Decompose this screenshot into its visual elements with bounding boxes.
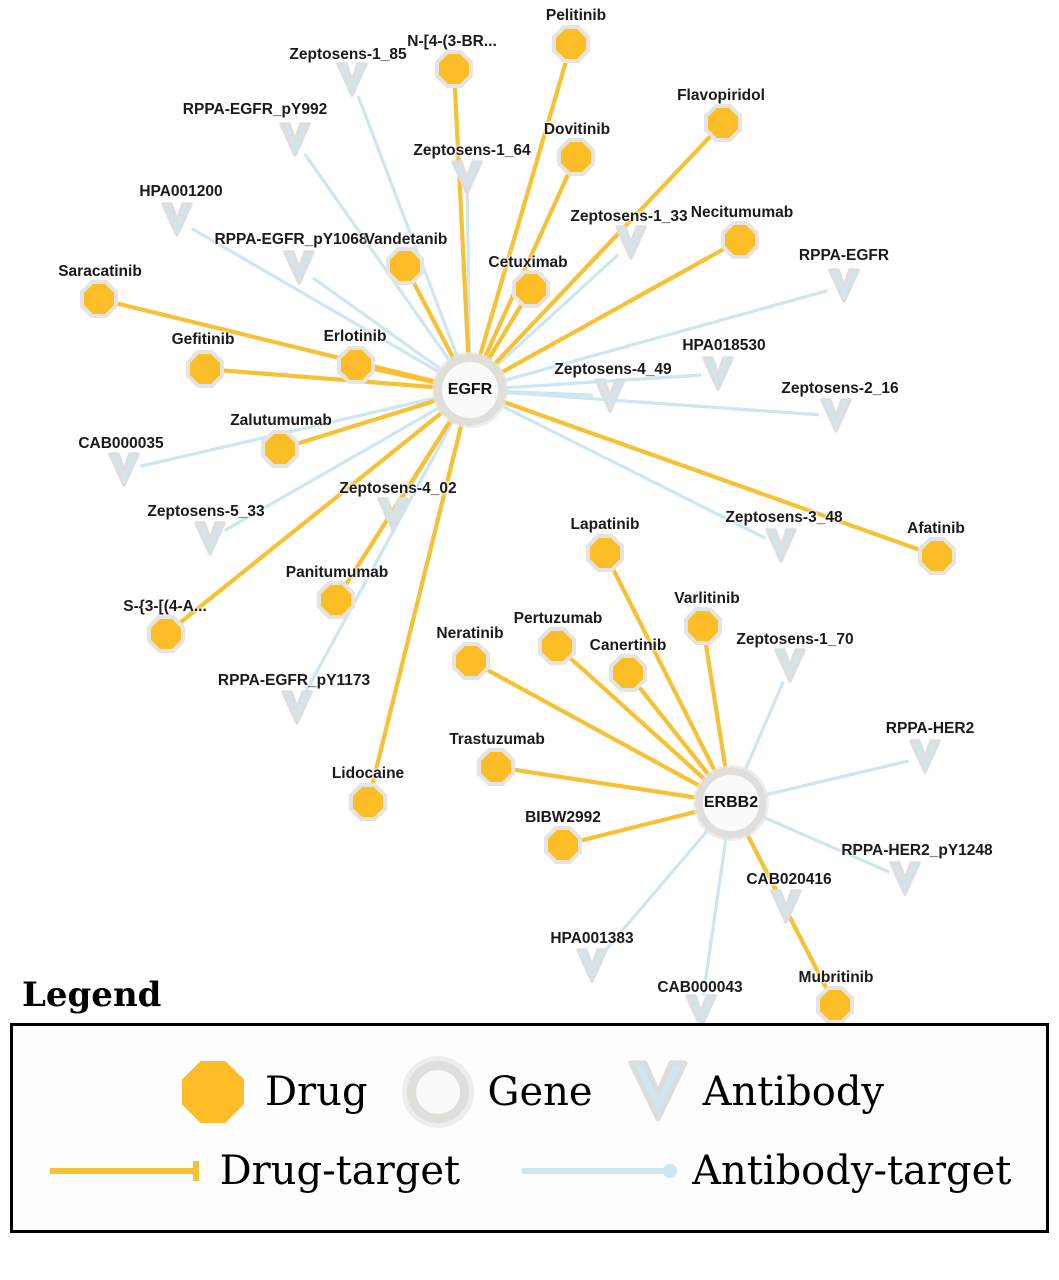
drug-label: Panitumumab bbox=[285, 564, 389, 581]
antibody-label: HPA018530 bbox=[682, 337, 766, 354]
antibody-chevron-icon bbox=[764, 526, 798, 566]
legend-item-antibody bbox=[627, 1057, 884, 1127]
antibody-node[interactable] bbox=[819, 396, 853, 436]
drug-label: Trastuzumab bbox=[449, 731, 545, 748]
antibody-chevron-icon bbox=[827, 266, 861, 306]
drug-label: Varlitinib bbox=[674, 590, 740, 607]
antibody-chevron-icon bbox=[819, 396, 853, 436]
antibody-node[interactable] bbox=[160, 200, 194, 240]
drug-node[interactable] bbox=[512, 270, 550, 308]
drug-label: Neratinib bbox=[436, 625, 504, 642]
drug-octagon-icon bbox=[261, 430, 299, 468]
drug-octagon-icon bbox=[538, 627, 576, 665]
drug-octagon-icon bbox=[684, 607, 722, 645]
antibody-node[interactable] bbox=[769, 887, 803, 927]
drug-label: Gefitinib bbox=[171, 331, 235, 348]
antibody-label: Zeptosens-4_02 bbox=[339, 480, 457, 497]
drug-label: Canertinib bbox=[589, 637, 667, 654]
drug-octagon-icon bbox=[386, 247, 424, 285]
gene-circle-icon bbox=[407, 1061, 469, 1123]
drug-octagon-icon bbox=[609, 654, 647, 692]
antibody-label: Zeptosens-1_85 bbox=[289, 46, 407, 63]
drug-label: Pertuzumab bbox=[513, 610, 603, 627]
antibody-label: Zeptosens-1_70 bbox=[736, 631, 854, 648]
antibody-label: HPA001200 bbox=[139, 183, 223, 200]
antibody-label: RPPA-EGFR_pY992 bbox=[182, 101, 328, 118]
antibody-label: Zeptosens-1_64 bbox=[413, 142, 531, 159]
drug-label: Afatinib bbox=[907, 520, 965, 537]
legend-label-antibody-target: Antibody-target bbox=[692, 1148, 1012, 1194]
drug-node[interactable] bbox=[544, 826, 582, 864]
drug-octagon-icon bbox=[435, 50, 473, 88]
legend-item-antibody-target-edge bbox=[520, 1148, 1011, 1194]
drug-node[interactable] bbox=[261, 430, 299, 468]
drug-node[interactable] bbox=[349, 783, 387, 821]
antibody-node[interactable] bbox=[701, 354, 735, 394]
gene-label: ERBB2 bbox=[703, 794, 759, 811]
drug-octagon-icon bbox=[704, 104, 742, 142]
drug-label: N-[4-(3-BR... bbox=[407, 33, 497, 50]
antibody-chevron-icon bbox=[450, 158, 484, 198]
antibody-node[interactable] bbox=[908, 737, 942, 777]
drug-label: BIBW2992 bbox=[525, 809, 601, 826]
antibody-node[interactable] bbox=[450, 158, 484, 198]
drug-octagon-icon bbox=[512, 270, 550, 308]
drug-node[interactable] bbox=[147, 615, 185, 653]
drug-octagon-icon bbox=[182, 1061, 244, 1123]
drug-node[interactable] bbox=[477, 748, 515, 786]
gene-node-erbb2[interactable] bbox=[696, 768, 766, 838]
antibody-node[interactable] bbox=[614, 223, 648, 263]
gene-circle-icon bbox=[435, 355, 505, 425]
drug-label: Mubritinib bbox=[798, 969, 874, 986]
drug-node[interactable] bbox=[337, 346, 375, 384]
antibody-chevron-icon bbox=[278, 120, 312, 160]
antibody-chevron-icon bbox=[160, 200, 194, 240]
drug-node[interactable] bbox=[435, 50, 473, 88]
legend-label-antibody: Antibody bbox=[702, 1069, 885, 1115]
antibody-chevron-icon bbox=[773, 646, 807, 686]
drug-label: Zalutumumab bbox=[230, 412, 332, 429]
antibody-chevron-icon bbox=[280, 688, 314, 728]
antibody-node[interactable] bbox=[282, 248, 316, 288]
antibody-label: Zeptosens-4_49 bbox=[554, 361, 672, 378]
antibody-label: Zeptosens-1_33 bbox=[570, 208, 688, 225]
antibody-label: RPPA-HER2_pY1248 bbox=[841, 842, 993, 859]
antibody-label: CAB000043 bbox=[657, 979, 743, 996]
legend-item-drug bbox=[175, 1054, 368, 1130]
antibody-node[interactable] bbox=[773, 646, 807, 686]
drug-label: Cetuximab bbox=[488, 254, 568, 271]
drug-octagon-icon bbox=[186, 350, 224, 388]
antibody-node[interactable] bbox=[107, 450, 141, 490]
gene-circle-icon bbox=[696, 768, 766, 838]
drug-label: Saracatinib bbox=[58, 263, 142, 280]
drug-node[interactable] bbox=[80, 280, 118, 318]
antibody-chevron-icon bbox=[701, 354, 735, 394]
gene-label: EGFR bbox=[447, 381, 493, 398]
drug-node[interactable] bbox=[609, 654, 647, 692]
drug-node[interactable] bbox=[557, 138, 595, 176]
antibody-node[interactable] bbox=[764, 526, 798, 566]
drug-node[interactable] bbox=[684, 607, 722, 645]
legend-item-drug-target-edge bbox=[48, 1148, 460, 1194]
antibody-chevron-icon bbox=[376, 495, 410, 535]
antibody-label: Zeptosens-3_48 bbox=[725, 509, 843, 526]
antibody-target-edge-icon bbox=[520, 1158, 680, 1184]
antibody-chevron-icon bbox=[614, 223, 648, 263]
antibody-chevron-icon bbox=[769, 887, 803, 927]
legend-box bbox=[10, 1023, 1049, 1233]
drug-label: Erlotinib bbox=[323, 328, 387, 345]
antibody-chevron-icon bbox=[282, 248, 316, 288]
legend-item-gene bbox=[402, 1056, 593, 1128]
drug-target-edge-icon bbox=[48, 1158, 208, 1184]
drug-octagon-icon bbox=[552, 25, 590, 63]
drug-octagon-icon bbox=[349, 783, 387, 821]
drug-octagon-icon bbox=[317, 581, 355, 619]
antibody-label: RPPA-EGFR bbox=[798, 247, 890, 264]
drug-node[interactable] bbox=[918, 537, 956, 575]
legend-label-drug-target: Drug-target bbox=[219, 1148, 461, 1194]
legend-label-gene: Gene bbox=[487, 1069, 593, 1115]
drug-label: Lapatinib bbox=[570, 516, 640, 533]
antibody-label: RPPA-HER2 bbox=[885, 720, 975, 737]
antibody-chevron-icon bbox=[908, 737, 942, 777]
drug-label: Necitumumab bbox=[690, 204, 794, 221]
drug-octagon-icon bbox=[452, 642, 490, 680]
drug-octagon-icon bbox=[557, 138, 595, 176]
drug-octagon-icon bbox=[586, 534, 624, 572]
drug-node[interactable] bbox=[721, 221, 759, 259]
drug-octagon-icon bbox=[147, 615, 185, 653]
antibody-label: Zeptosens-2_16 bbox=[781, 380, 899, 397]
drug-octagon-icon bbox=[544, 826, 582, 864]
drug-octagon-icon bbox=[918, 537, 956, 575]
drug-label: Flavopiridol bbox=[677, 87, 765, 104]
drug-node[interactable] bbox=[452, 642, 490, 680]
drug-label: Pelitinib bbox=[545, 7, 607, 24]
drug-node[interactable] bbox=[586, 534, 624, 572]
antibody-node[interactable] bbox=[278, 120, 312, 160]
legend-title: Legend bbox=[22, 975, 162, 1015]
antibody-node[interactable] bbox=[193, 519, 227, 559]
antibody-node[interactable] bbox=[827, 266, 861, 306]
drug-octagon-icon bbox=[721, 221, 759, 259]
drug-octagon-icon bbox=[337, 346, 375, 384]
antibody-label: HPA001383 bbox=[550, 930, 634, 947]
antibody-label: CAB000035 bbox=[78, 435, 164, 452]
antibody-chevron-icon bbox=[107, 450, 141, 490]
drug-octagon-icon bbox=[80, 280, 118, 318]
drug-node[interactable] bbox=[704, 104, 742, 142]
drug-node[interactable] bbox=[552, 25, 590, 63]
antibody-chevron-icon bbox=[627, 1057, 689, 1127]
antibody-label: RPPA-EGFR_pY1068 bbox=[214, 231, 368, 248]
antibody-node[interactable] bbox=[888, 859, 922, 899]
drug-label: S-{3-[(4-A... bbox=[123, 598, 207, 615]
antibody-node[interactable] bbox=[593, 376, 627, 416]
drug-label: Lidocaine bbox=[331, 765, 405, 782]
drug-node[interactable] bbox=[386, 247, 424, 285]
antibody-chevron-icon bbox=[888, 859, 922, 899]
gene-node-egfr[interactable] bbox=[435, 355, 505, 425]
antibody-node[interactable] bbox=[335, 60, 369, 100]
antibody-node[interactable] bbox=[280, 688, 314, 728]
antibody-chevron-icon bbox=[193, 519, 227, 559]
antibody-chevron-icon bbox=[593, 376, 627, 416]
antibody-label: Zeptosens-5_33 bbox=[147, 503, 265, 520]
drug-node[interactable] bbox=[538, 627, 576, 665]
drug-octagon-icon bbox=[477, 748, 515, 786]
antibody-chevron-icon bbox=[335, 60, 369, 100]
drug-node[interactable] bbox=[186, 350, 224, 388]
legend bbox=[0, 975, 1059, 1233]
drug-label: Dovitinib bbox=[543, 121, 611, 138]
antibody-label: RPPA-EGFR_pY1173 bbox=[217, 672, 371, 689]
drug-label: Vandetanib bbox=[364, 231, 448, 248]
drug-node[interactable] bbox=[317, 581, 355, 619]
legend-label-drug: Drug bbox=[264, 1069, 368, 1115]
antibody-node[interactable] bbox=[376, 495, 410, 535]
antibody-label: CAB020416 bbox=[746, 871, 832, 888]
